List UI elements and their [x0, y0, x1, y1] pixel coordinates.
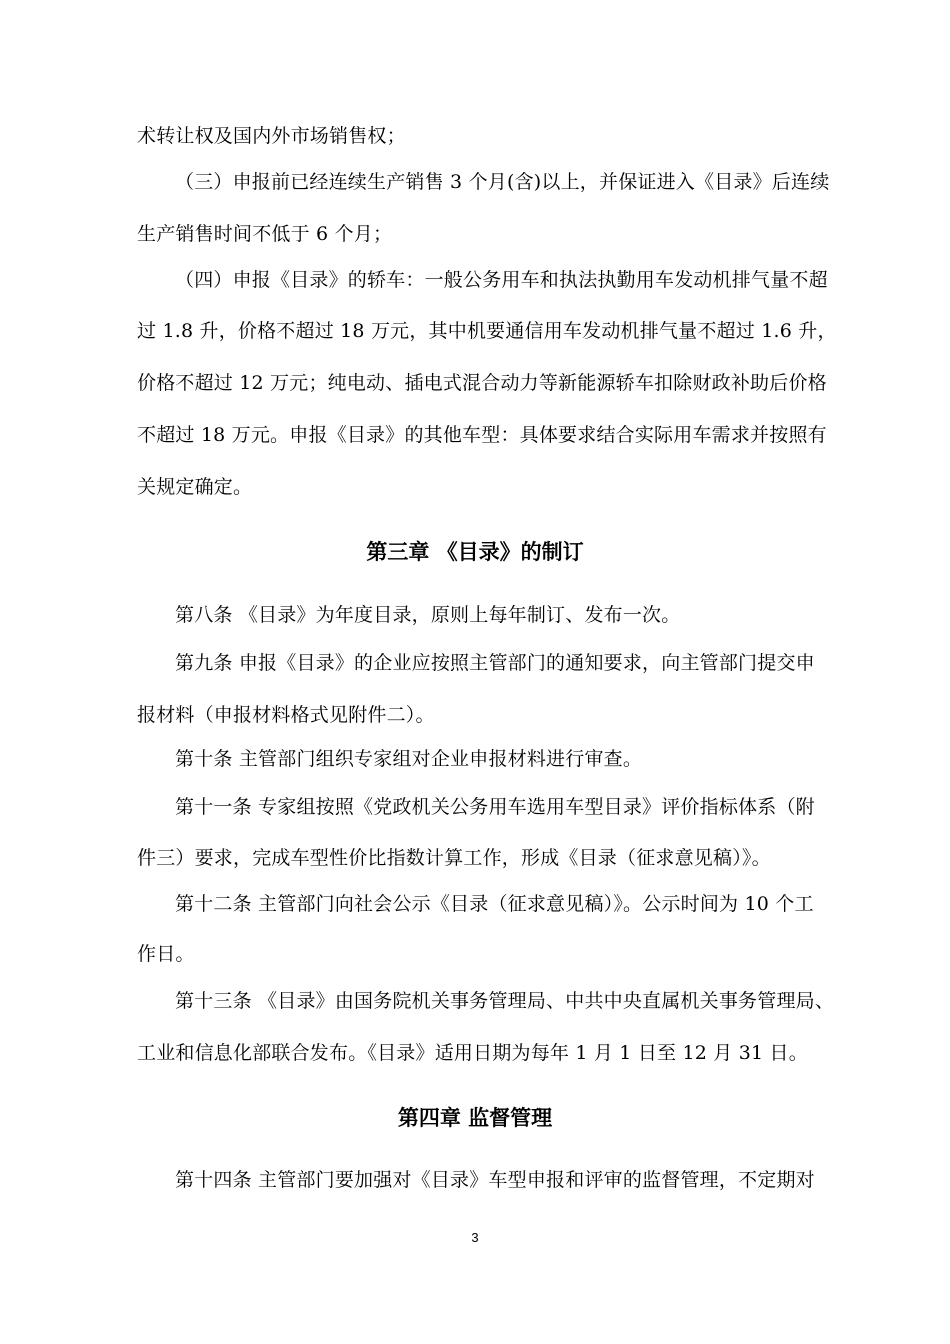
paragraph-line: 不超过 18 万元。申报《目录》的其他车型：具体要求结合实际用车需求并按照有 [137, 424, 827, 446]
paragraph-line: （三）申报前已经连续生产销售 3 个月(含)以上，并保证进入《目录》后连续 [175, 171, 830, 193]
article-line: 作日。 [137, 943, 195, 965]
chapter-4-heading: 第四章 监督管理 [397, 1106, 553, 1130]
paragraph-line: （四）申报《目录》的轿车：一般公务用车和执法执勤用车发动机排气量不超 [175, 269, 828, 291]
article-line: 第十三条 《目录》由国务院机关事务管理局、中共中央直属机关事务管理局、 [175, 990, 835, 1012]
paragraph-line: 价格不超过 12 万元；纯电动、插电式混合动力等新能源轿车扣除财政补助后价格 [137, 372, 827, 394]
article-line: 工业和信息化部联合发布。《目录》适用日期为每年 1 月 1 日至 12 月 31 日。 [137, 1042, 808, 1064]
chapter-3-heading: 第三章 《目录》的制订 [366, 540, 584, 564]
paragraph-line: 关规定确定。 [137, 476, 253, 498]
article-line: 第八条 《目录》为年度目录，原则上每年制订、发布一次。 [175, 604, 681, 626]
page-number: 3 [471, 1230, 479, 1245]
paragraph-line: 过 1.8 升，价格不超过 18 万元，其中机要通信用车发动机排气量不超过 1.6 升， [137, 320, 837, 342]
article-line: 件三）要求，完成车型性价比指数计算工作，形成《目录（征求意见稿）》。 [137, 847, 771, 869]
article-line: 第十二条 主管部门向社会公示《目录（征求意见稿）》。公示时间为 10 个工 [175, 893, 814, 915]
paragraph-line: 术转让权及国内外市场销售权； [137, 125, 406, 147]
article-line: 第十条 主管部门组织专家组对企业申报材料进行审查。 [175, 748, 643, 770]
paragraph-line: 生产销售时间不低于 6 个月； [137, 223, 393, 245]
article-line: 第九条 申报《目录》的企业应按照主管部门的通知要求，向主管部门提交申 [175, 652, 815, 674]
article-line: 第十一条 专家组按照《党政机关公务用车选用车型目录》评价指标体系（附 [175, 796, 815, 818]
article-line: 第十四条 主管部门要加强对《目录》车型申报和评审的监督管理，不定期对 [175, 1169, 815, 1191]
article-line: 报材料（申报材料格式见附件二）。 [137, 704, 435, 726]
